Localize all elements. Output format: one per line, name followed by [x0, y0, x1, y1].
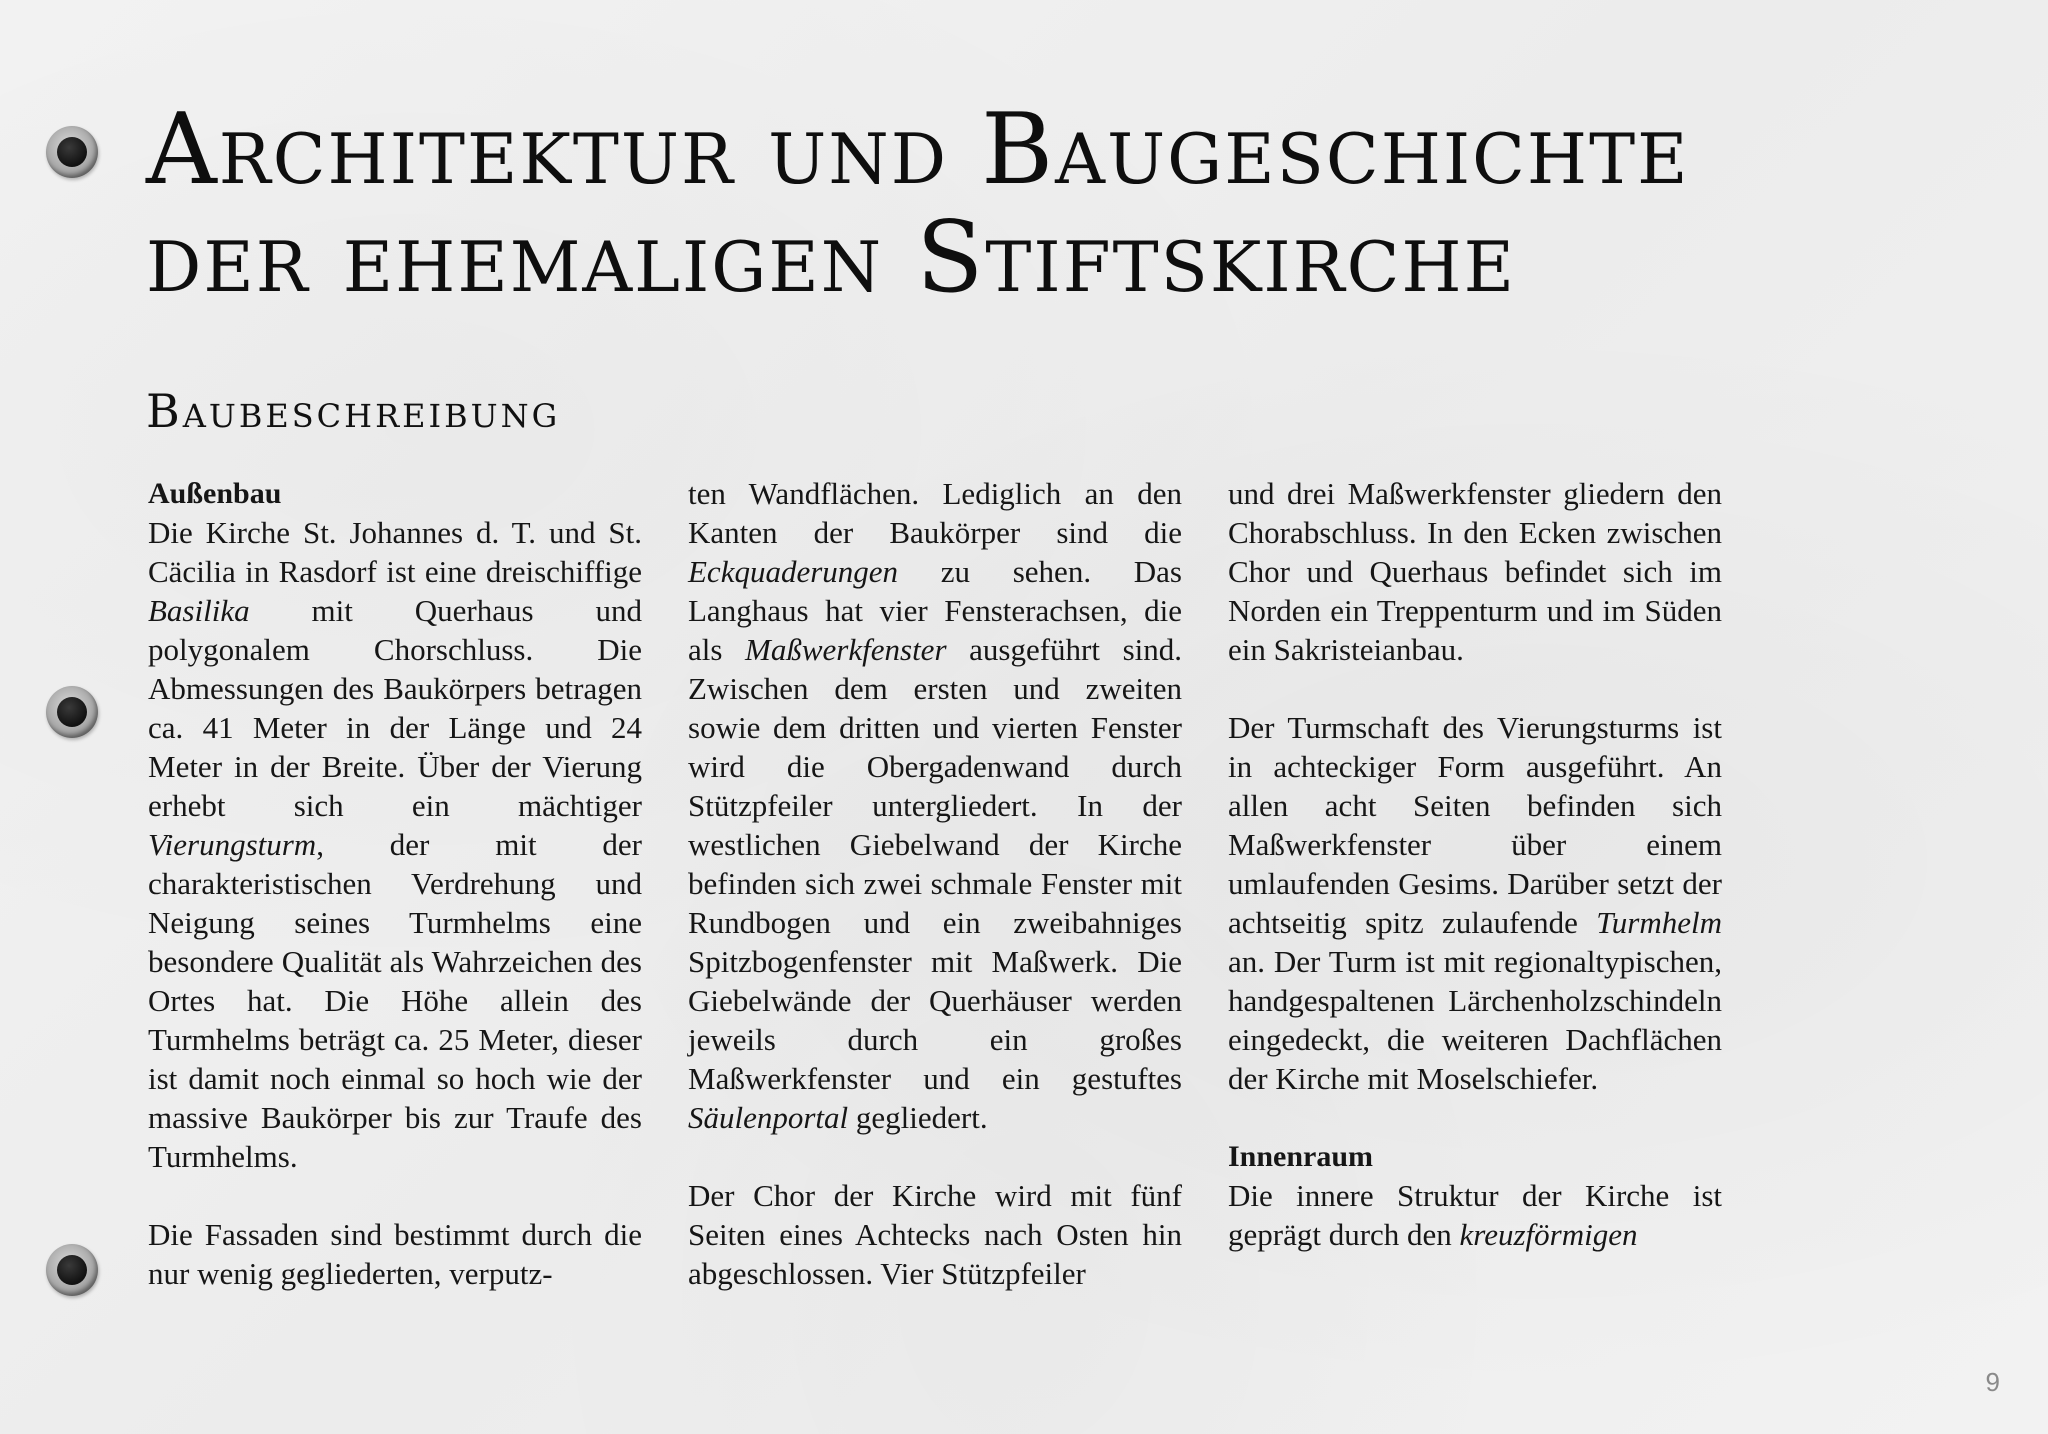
page-title — [146, 93, 1690, 315]
emphasis-term: Säulenportal — [688, 1100, 849, 1135]
emphasis-term: Turmhelm — [1596, 905, 1722, 940]
text-run: ausgeführt sind. Zwischen dem ersten und zweiten sowie dem dritten und vierten Fenster wird die Obergadenwand durch Stützpfeiler untergliedert. In der westlichen Giebelwand der Kirche befinden sich zwei schmale Fenster mit Rundbogen und ein zweibahniges Spitzbogenfenster mit Maßwerk. Die Giebelwände der Querhäuser werden jeweils durch ein großes Maßwerkfenster und ein gestuftes — [688, 632, 1182, 1096]
paragraph — [148, 513, 642, 1176]
subheading-aussenbau: Außenbau — [148, 477, 282, 510]
paragraph-gap — [1228, 669, 1722, 708]
text-run: gegliedert. — [848, 1100, 988, 1135]
paragraph: Die Fassaden sind bestimmt durch die nur wenig gegliederten, verputz- — [148, 1217, 642, 1291]
section-heading: Baubeschreibung — [146, 384, 561, 438]
text-run: zu sehen. Das Langhaus hat vier Fensterachsen, die als — [688, 554, 1182, 667]
paragraph — [1228, 708, 1722, 1098]
paragraph-gap — [148, 1176, 642, 1215]
title-line-1: Architektur und Baugeschichte — [146, 93, 1690, 207]
paragraph-gap — [1228, 1098, 1722, 1137]
paragraph: und drei Maßwerkfenster gliedern den Chorabschluss. In den Ecken zwischen Chor und Querhaus befindet sich im Norden ein Treppenturm und im Süden ein Sakristeianbau. — [1228, 476, 1722, 667]
emphasis-term: Maßwerkfenster — [745, 632, 947, 667]
text-run: an. Der Turm ist mit regionaltypischen, handgespaltenen Lärchenholzschindeln eingedeckt, die weiteren Dachflächen der Kirche mit Moselschiefer. — [1228, 944, 1722, 1096]
text-run: Der Turmschaft des Vierungsturms ist in achteckiger Form ausgeführt. An allen acht Seiten befinden sich Maßwerkfenster über einem umlaufenden Gesims. Darüber setzt der achtseitig spitz zulaufende — [1228, 710, 1722, 940]
text-run: ten Wandflächen. Lediglich an den Kanten der Baukörper sind die — [688, 476, 1182, 550]
emphasis-term: Basilika — [148, 593, 250, 628]
paragraph: Der Chor der Kirche wird mit fünf Seiten eines Achtecks nach Osten hin abgeschlossen. Vier Stützpfeiler — [688, 1178, 1182, 1291]
binder-hole-icon — [46, 1244, 98, 1296]
emphasis-term: Eckquaderungen — [688, 554, 899, 589]
text-run: mit Querhaus und polygonalem Chorschluss. Die Abmessungen des Baukörpers betragen ca. 41 Meter in der Länge und 24 Meter in der Breite. Über der Vierung erhebt sich ein mächtiger — [148, 593, 642, 823]
paragraph — [688, 474, 1182, 1137]
subheading-innenraum: Innenraum — [1228, 1140, 1374, 1173]
text-run: Die innere Struktur der Kirche ist geprägt durch den — [1228, 1178, 1722, 1252]
text-run: , der mit der charakteristischen Verdrehung und Neigung seines Turmhelms eine besondere Qualität als Wahrzeichen des Ortes hat. Die Höhe allein des Turmhelms beträgt ca. 25 Meter, dieser ist damit noch einmal so hoch wie der massive Baukörper bis zur Traufe des Turmhelms. — [148, 827, 642, 1174]
binder-hole-icon — [46, 686, 98, 738]
text-column-3 — [1228, 474, 1722, 1254]
title-line-2: der ehemaligen Stiftskirche — [146, 201, 1516, 315]
emphasis-term: kreuzförmigen — [1459, 1217, 1638, 1252]
text-run: Die Kirche St. Johannes d. T. und St. Cäcilia in Rasdorf ist eine dreischiffige — [148, 515, 642, 589]
paragraph — [1228, 1176, 1722, 1254]
text-column-1 — [148, 474, 642, 1293]
emphasis-term: Vierungsturm — [148, 827, 317, 862]
paragraph-gap — [688, 1137, 1182, 1176]
text-column-2 — [688, 474, 1182, 1293]
page-number: 9 — [1985, 1367, 2000, 1397]
binder-hole-icon — [46, 126, 98, 178]
